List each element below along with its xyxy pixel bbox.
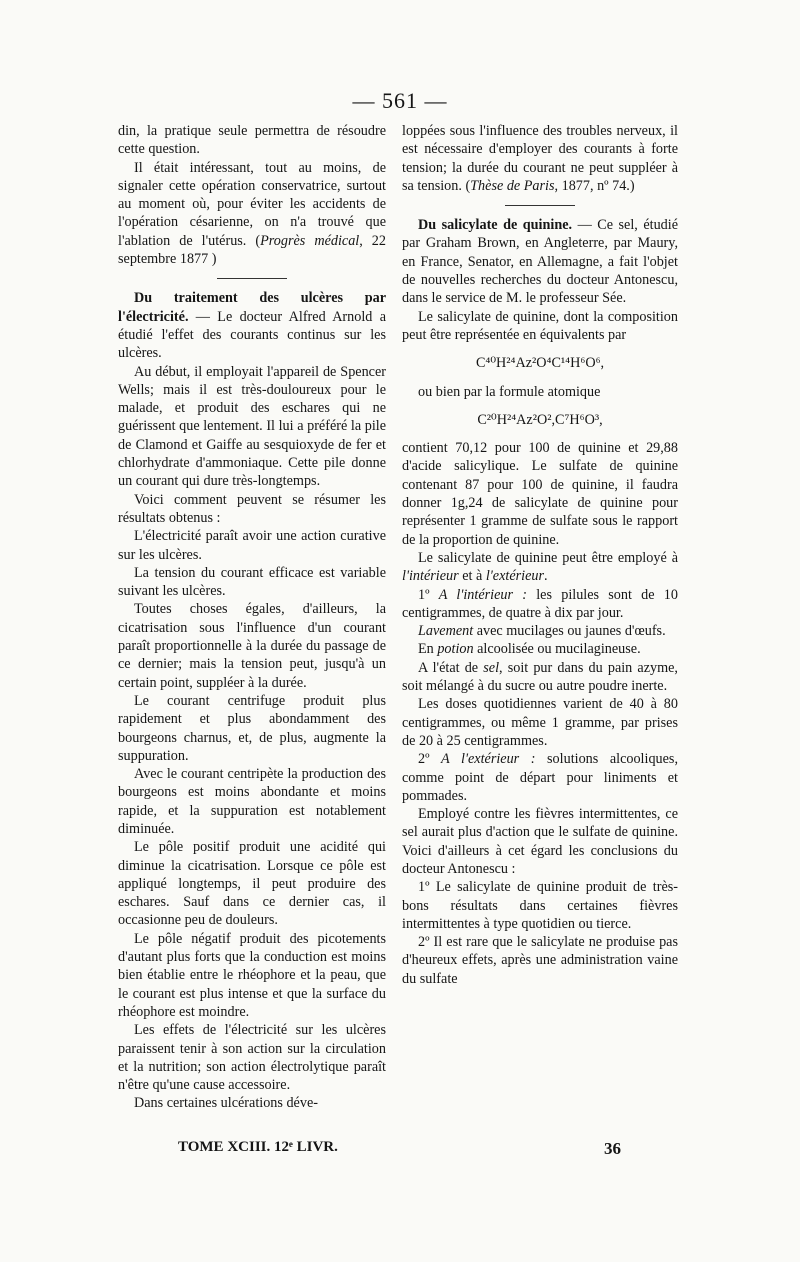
paragraph: Voici comment peuvent se résumer les résultats obtenus : [118,491,386,526]
text-run: En [418,641,438,658]
source-citation: Thèse de Paris [470,177,555,194]
paragraph [402,750,678,805]
section-heading: Du salicylate de quinine. [418,217,573,234]
paragraph [402,640,678,658]
paragraph: Avec le courant centripète la production des bourgeons est moins abondante et moins rapide, et la suppuration est notablement diminuée. [118,766,386,837]
right-column [402,122,678,988]
section-paragraph [118,289,386,362]
page-number: — 561 — [352,88,448,113]
section-paragraph [402,216,678,307]
volume-footer: TOME XCIII. 12ᵉ LIVR. [178,1139,338,1155]
paragraph: 1º Le salicylate de quinine produit de très-bons résultats dans certaines fièvres intermittentes à type quotidien ou tierce. [402,879,678,932]
paragraph: Le courant centrifuge produit plus rapidement et plus abondamment des bourgeons charnus, et, de plus, augmente la suppuration. [118,692,386,764]
paragraph [402,122,678,195]
text-run: A l'extérieur : [441,751,536,768]
paragraph [402,549,678,586]
paragraph [402,659,678,696]
text-run: — Ce sel, étudié par Graham Brown, en Angleterre, par Maury, en France, Senator, en Allemagne, a fait l'objet de nouvelles recherches du docteur Antonescu, dans le service de M. le professeur Sée. [402,217,679,307]
text-run: les pilules sont de 10 centigrammes, de quatre à dix par jour. [402,586,678,621]
section-divider [505,205,575,206]
text-run: Lavement [418,623,474,640]
paragraph: contient 70,12 pour 100 de quinine et 29,88 d'acide salicylique. Le sulfate de quinine contenant 87 pour 100 de quinine, il faudra donner 1g,24 de salicylate de quinine pour représenter 1 gramme de sulfate sous le rapport de la proportion de quinine. [402,440,678,548]
text-run: A l'intérieur : [438,586,527,603]
text-run: . [544,568,548,585]
paragraph: L'électricité paraît avoir une action curative sur les ulcères. [118,528,386,563]
paragraph [402,586,678,623]
paragraph [402,622,678,640]
text-run: avec mucilages ou jaunes d'œufs. [473,623,666,640]
text-run: l'intérieur [402,568,459,585]
paragraph: din, la pratique seule permettra de résoudre cette question. [118,123,386,158]
text-run: 2º [418,751,442,768]
text-run: l'extérieur [485,568,545,585]
paragraph: Les effets de l'électricité sur les ulcères paraissent tenir à son action sur la circulation et la nutrition; son action électrolytique paraît n'être qu'une cause accessoire. [118,1022,386,1094]
paragraph: ou bien par la formule atomique [418,383,601,400]
text-run: , 1877, nº 74.) [554,177,635,194]
section-heading: Du traitement des ulcères par l'électricité. [118,290,386,325]
section-divider [217,278,287,279]
text-run: — Le docteur Alfred Arnold a étudié l'effet des courants continus sur les ulcères. [118,308,386,362]
paragraph: Le pôle positif produit une acidité qui diminue la cicatrisation. Lorsque ce pôle est appliqué longtemps, il peut produire des eschares. Sauf dans ce dernier cas, il occasionne peu de douleurs. [118,839,386,929]
chemical-formula: C⁴⁰H²⁴Az²O⁴C¹⁴H⁶O⁶, [475,355,605,372]
text-run: , soit pur dans du pain azyme, soit mélangé à du sucre ou autre poudre inerte. [402,659,678,695]
paragraph: Le salicylate de quinine, dont la composition peut être représentée en équivalents par [402,308,678,343]
text-run: Le salicylate de quinine peut être employé à [418,549,678,566]
text-run: 1º [418,586,439,603]
source-citation: Progrès médical [260,232,360,249]
chemical-formula: C²⁰H²⁴Az²O²,C⁷H⁶O³, [477,411,603,428]
paragraph: Le pôle négatif produit des picotements d'autant plus forts que la conduction est moins bien établie entre le rhéophore et la peau, que le courant est plus intense et que la surface du rhéophore est moindre. [118,930,386,1020]
left-column [118,122,386,1113]
text-run: alcoolisée ou mucilagineuse. [473,641,641,658]
text-run: potion [437,641,474,658]
text-run: solutions alcooliques, comme point de départ pour liniments et pommades. [402,751,678,804]
paragraph: Toutes choses égales, d'ailleurs, la cicatrisation sous l'influence d'un courant paraît proportionnelle à la durée du passage de ce dernier; mais la tension peut, jusqu'à un certain point, suppléer à la durée. [118,601,386,691]
paragraph: Dans certaines ulcérations déve- [134,1095,318,1112]
text-run: , 22 septembre 1877 ) [118,232,386,268]
paragraph: Les doses quotidiennes varient de 40 à 80 centigrammes, ou même 1 gramme, par prises de 20 à 25 centigrammes. [402,696,678,749]
paragraph: Au début, il employait l'appareil de Spencer Wells; mais il est très-douloureux pour le malade, et produit des eschares qui ne guérissent que lentement. Il lui a préféré la pile de Clamond et Gaiffe au sesquioxyde de fer et chlorhydrate d'ammoniaque. Cette pile donne un courant qui dure très-longtemps. [118,363,386,490]
text-run: loppées sous l'influence des troubles nerveux, il est nécessaire d'employer des courants à forte tension; la durée du courant ne peut suppléer à sa tension. ( [402,123,678,194]
text-run: sel [483,659,500,676]
text-run: A l'état de [418,659,484,676]
text-run: Il était intéressant, tout au moins, de signaler cette opération conservatrice, surtout au moment où, pour éviter les accidents de l'opération césarienne, on n'a trouvé que l'ablation de l'utérus. ( [118,159,386,249]
text-run: et à [458,568,486,585]
paragraph: 2º Il est rare que le salicylate ne produise pas d'heureux effets, après une administration vaine du sulfate [402,934,678,987]
paragraph [118,159,386,269]
signature-mark: 36 [604,1139,621,1158]
paragraph: Employé contre les fièvres intermittentes, ce sel aurait plus d'action que le sulfate de quinine. Voici d'ailleurs à cet égard les conclusions du docteur Antonescu : [402,806,678,877]
paragraph: La tension du courant efficace est variable suivant les ulcères. [118,564,386,600]
